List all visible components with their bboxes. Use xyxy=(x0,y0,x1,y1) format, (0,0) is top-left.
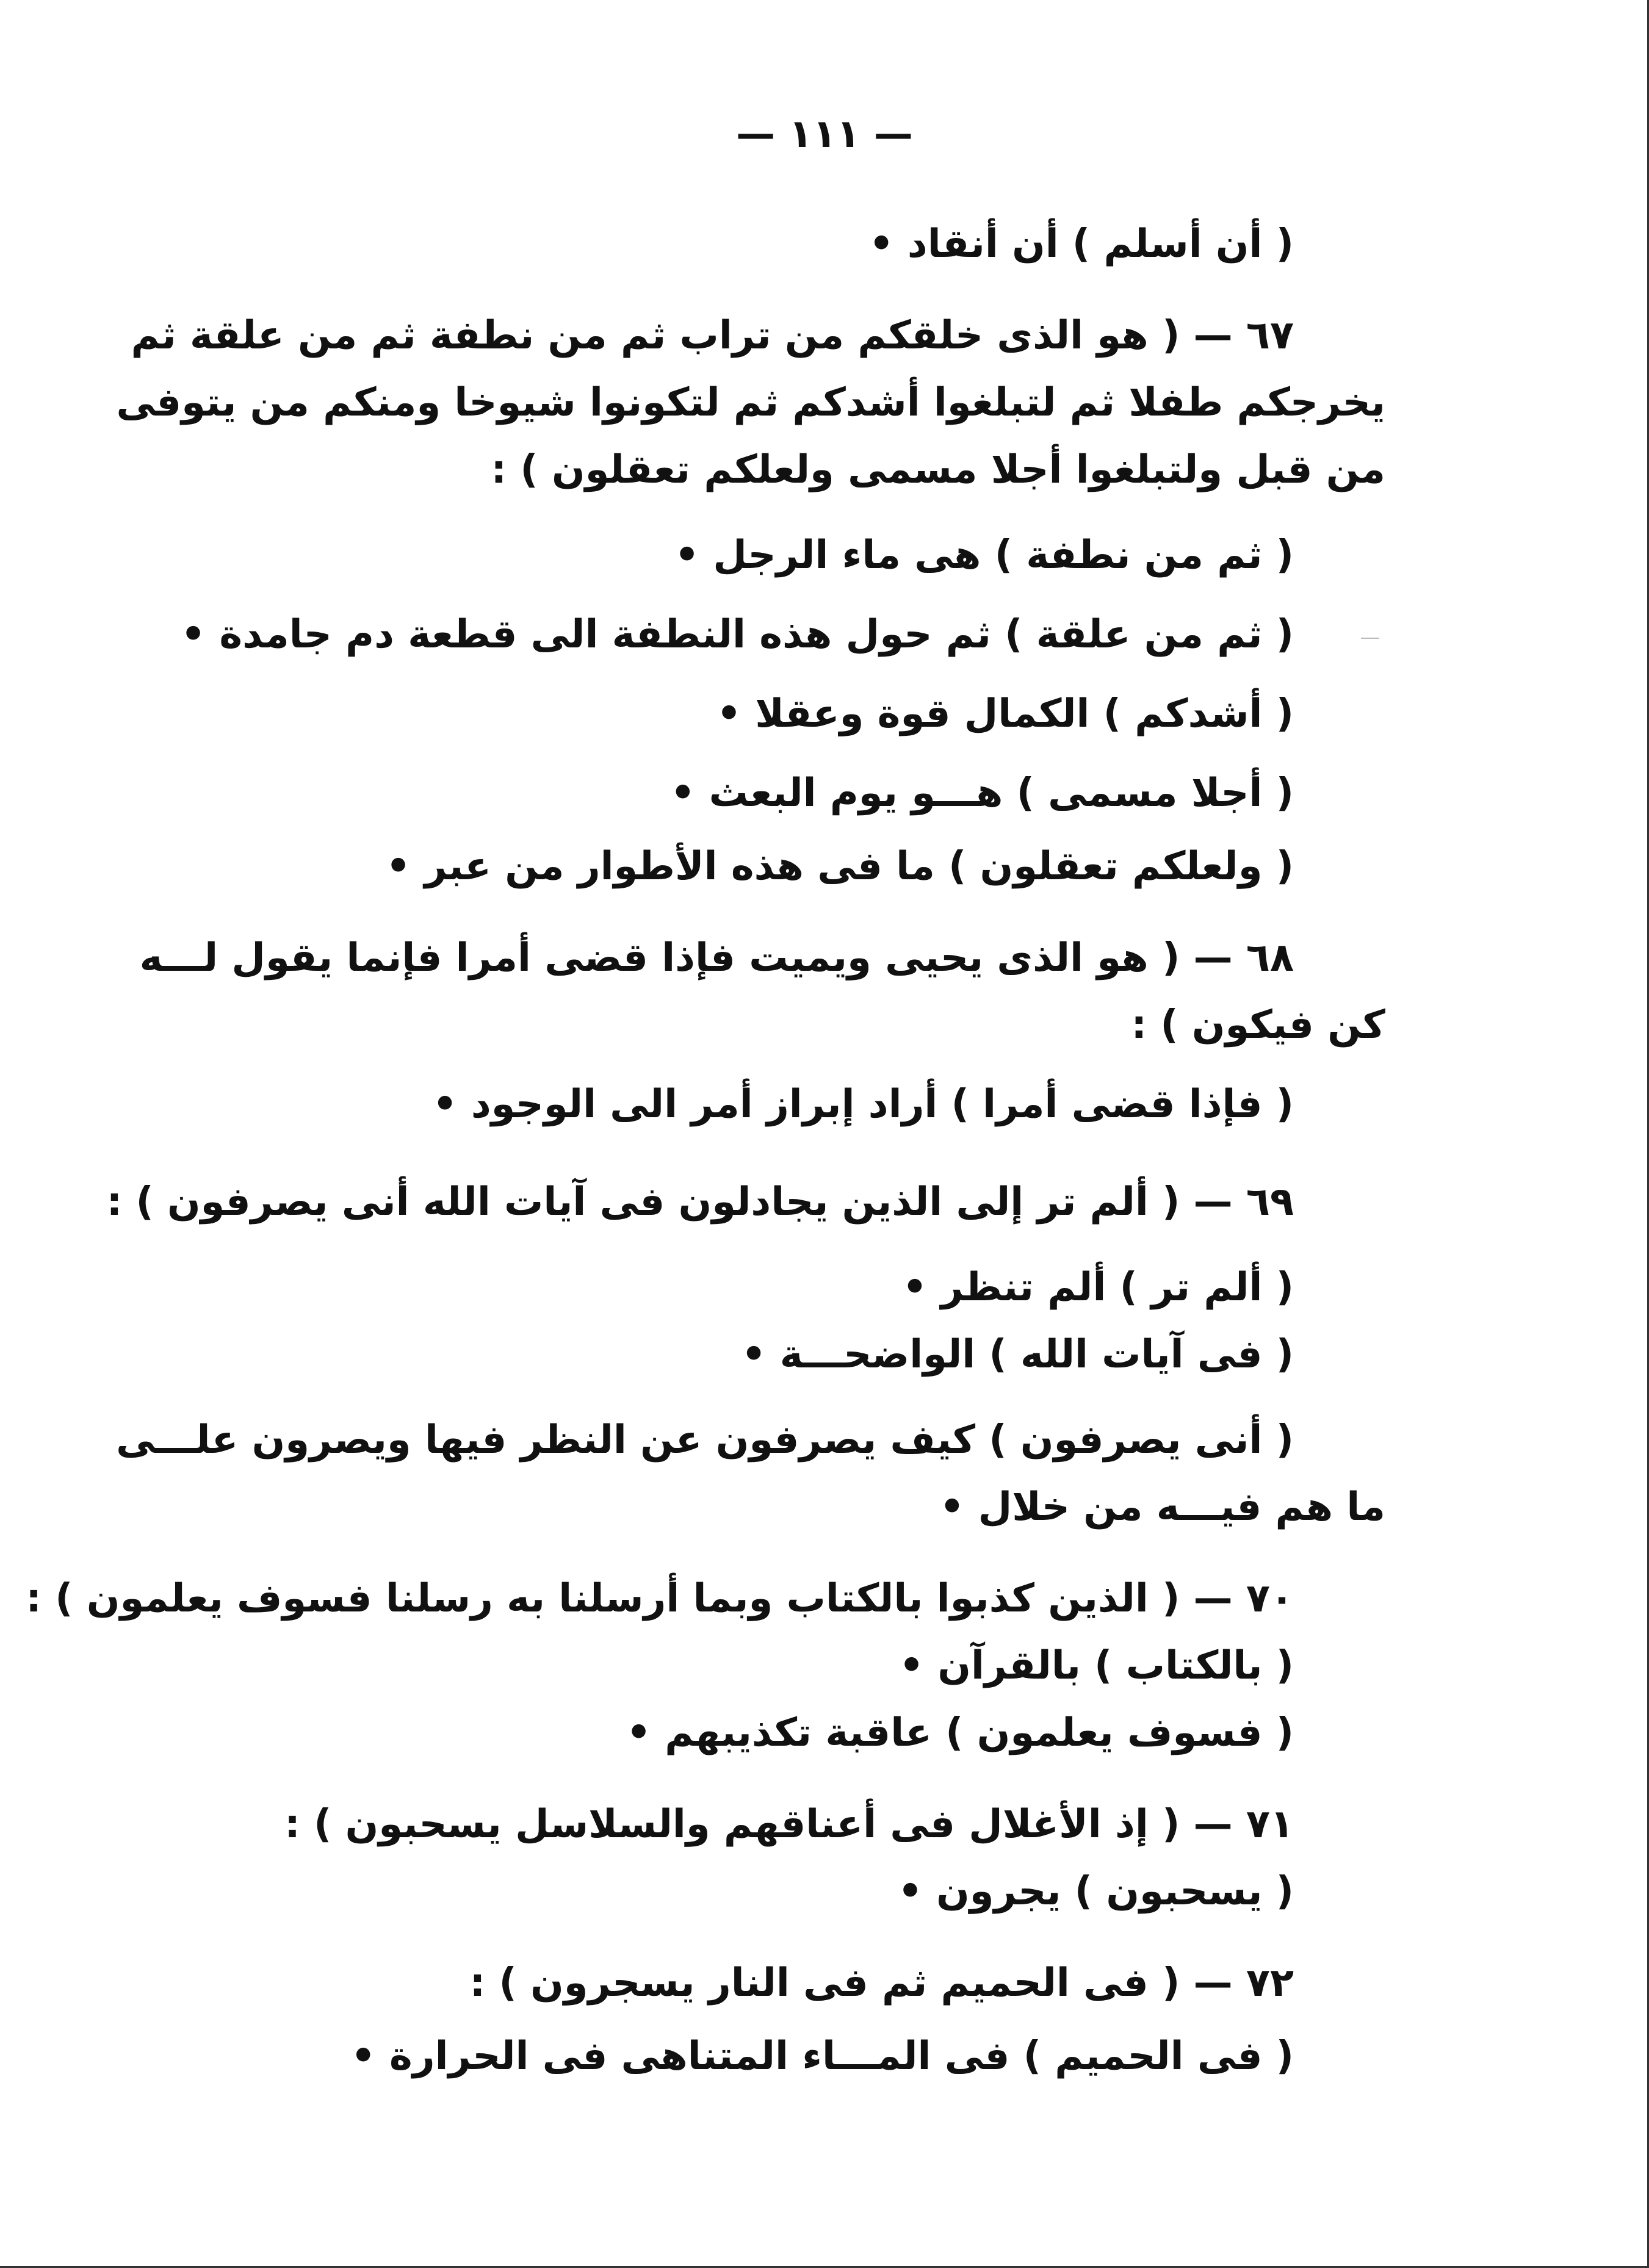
text-line: ( أن أسلم ) أن أنقاد • xyxy=(868,221,1294,267)
gloss-line: ( ثم من نطفة ) هى ماء الرجل • xyxy=(674,533,1294,578)
gloss-line: ( ولعلكم تعقلون ) ما فى هذه الأطوار من عبر • xyxy=(386,844,1294,889)
gloss-line: ( ألم تر ) ألم تنظر • xyxy=(902,1265,1294,1310)
gloss-line: ( ثم من علقة ) ثم حول هذه النطفة الى قطعة دم جامدة • xyxy=(181,612,1294,657)
gloss-line: ( فإذا قضى أمرا ) أراد إبراز أمر الى الوجود • xyxy=(432,1082,1294,1127)
page-number: — ١١١ — xyxy=(736,112,913,157)
verse-line: من قبل ولتبلغوا أجلا مسمى ولعلكم تعقلون ) : xyxy=(491,447,1385,492)
verse-line: ٦٧ — ( هو الذى خلقكم من تراب ثم من نطفة ثم من علقة ثم xyxy=(131,313,1294,358)
verse-line: يخرجكم طفلا ثم لتبلغوا أشدكم ثم لتكونوا شيوخا ومنكم من يتوفى xyxy=(116,380,1385,425)
gloss-line: ( فى الحميم ) فى المـــاء المتناهى فى الحرارة • xyxy=(350,2034,1294,2079)
verse-line: ٦٨ — ( هو الذى يحيى ويميت فإذا قضى أمرا فإنما يقول لـــه xyxy=(139,935,1294,981)
verse-line: ٧١ — ( إذ الأغلال فى أعناقهم والسلاسل يسحبون ) : xyxy=(284,1802,1294,1847)
gloss-line: ( فى آيات الله ) الواضحـــة • xyxy=(741,1332,1294,1377)
verse-line: ٧٢ — ( فى الحميم ثم فى النار يسجرون ) : xyxy=(469,1960,1294,2006)
gloss-line: ( أجلا مسمى ) هـــو يوم البعث • xyxy=(670,771,1294,816)
gloss-line: ( يسحبون ) يجرون • xyxy=(897,1869,1294,1914)
gloss-line: ما هم فيـــه من خلال • xyxy=(939,1485,1385,1530)
text-body xyxy=(26,0,1385,2268)
gloss-line: ( فسوف يعلمون ) عاقبة تكذيبهم • xyxy=(626,1710,1294,1755)
gloss-line: ( بالكتاب ) بالقرآن • xyxy=(899,1643,1294,1688)
gloss-line: ( أشدكم ) الكمال قوة وعقلا • xyxy=(716,691,1294,736)
verse-line: كن فيكون ) : xyxy=(1131,1003,1385,1048)
verse-line: ٦٩ — ( ألم تر إلى الذين يجادلون فى آيات الله أنى يصرفون ) : xyxy=(106,1179,1294,1225)
verse-line: ٧٠ — ( الذين كذبوا بالكتاب وبما أرسلنا به رسلنا فسوف يعلمون ) : xyxy=(26,1576,1294,1621)
gloss-line: ( أنى يصرفون ) كيف يصرفون عن النظر فيها ويصرون علـــى xyxy=(116,1417,1294,1463)
